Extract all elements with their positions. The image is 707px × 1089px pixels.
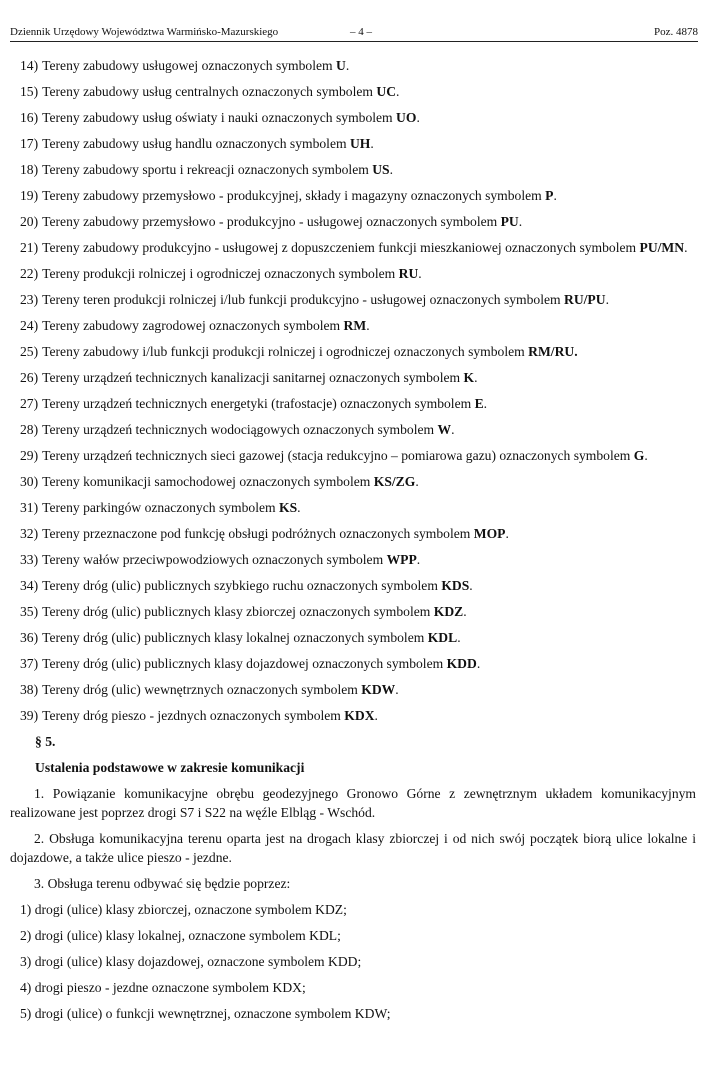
- list-item-text: Tereny zabudowy produkcyjno - usługowej z dopuszczeniem funkcji mieszkaniowej oznaczonych symbolem: [42, 240, 637, 255]
- list-item-content: [20, 578, 473, 593]
- list-item-symbol: MOP: [473, 526, 506, 541]
- land-use-list: [0, 56, 707, 725]
- page-number: – 4 –: [350, 26, 372, 38]
- list-item-number: 36): [20, 630, 39, 645]
- list-item-text: Tereny zabudowy zagrodowej oznaczonych symbolem: [42, 318, 341, 333]
- list-item-content: [20, 526, 509, 541]
- list-item-content: [20, 292, 609, 307]
- list-item-symbol: K: [463, 370, 475, 385]
- list-item-content: [20, 370, 478, 385]
- list-item-number: 31): [20, 500, 39, 515]
- list-item-end: .: [374, 708, 378, 723]
- list-item-end: .: [345, 58, 350, 73]
- list-item-symbol: W: [437, 422, 452, 437]
- list-item: [0, 108, 707, 127]
- list-item: [0, 550, 707, 569]
- document-body: [0, 56, 707, 1030]
- list-item-number: 15): [20, 84, 39, 99]
- list-item-number: 35): [20, 604, 39, 619]
- list-item-number: 20): [20, 214, 39, 229]
- list-item: [0, 706, 707, 725]
- road-list-item: 3) drogi (ulice) klasy dojazdowej, oznaczone symbolem KDD;: [20, 954, 362, 969]
- list-item: [0, 342, 707, 361]
- list-item-symbol: UH: [349, 136, 371, 151]
- section-mark: § 5.: [35, 734, 56, 749]
- list-item: [0, 498, 707, 517]
- list-item-text: Tereny wałów przeciwpowodziowych oznaczonych symbolem: [42, 552, 384, 567]
- list-item: [0, 420, 707, 439]
- list-item-content: [20, 446, 696, 465]
- list-item-number: 37): [20, 656, 39, 671]
- list-item-content: [20, 604, 467, 619]
- road-list-item: 2) drogi (ulice) klasy lokalnej, oznaczone symbolem KDL;: [20, 928, 341, 943]
- list-item-text: Tereny zabudowy usług oświaty i nauki oznaczonych symbolem: [42, 110, 393, 125]
- list-item: [0, 654, 707, 673]
- list-item-text: Tereny parkingów oznaczonych symbolem: [42, 500, 276, 515]
- list-item-content: [20, 110, 420, 125]
- list-item-content: [20, 474, 419, 489]
- list-item-content: [20, 500, 301, 515]
- list-item-number: 22): [20, 266, 39, 281]
- list-item-text: Tereny produkcji rolniczej i ogrodniczej oznaczonych symbolem: [42, 266, 396, 281]
- list-item: [0, 56, 707, 75]
- list-item-text: Tereny urządzeń technicznych wodociągowych oznaczonych symbolem: [42, 422, 435, 437]
- list-item: [0, 680, 707, 699]
- list-item-number: 33): [20, 552, 39, 567]
- list-item-end: .: [553, 188, 557, 203]
- position-number: Poz. 4878: [654, 26, 698, 38]
- list-item: [0, 134, 707, 153]
- list-item-symbol: RM: [343, 318, 367, 333]
- list-item-content: [20, 136, 374, 151]
- paragraph-1: 1. Powiązanie komunikacyjne obrębu geodezyjnego Gronowo Górne z zewnętrznym układem komunikacyjnym realizowane jest poprzez drogi S7 i S22 na węźle Elbląg - Wschód.: [10, 786, 696, 820]
- header-rule: [10, 41, 698, 42]
- list-item-content: [20, 238, 696, 257]
- list-item-text: Tereny zabudowy sportu i rekreacji oznaczonych symbolem: [42, 162, 369, 177]
- list-item-end: .: [505, 526, 509, 541]
- list-item: [0, 472, 707, 491]
- list-item-symbol: UO: [396, 110, 417, 125]
- list-item-number: 23): [20, 292, 39, 307]
- list-item-symbol: RM/RU.: [528, 344, 578, 359]
- list-item-content: [20, 58, 349, 73]
- list-item-text: Tereny teren produkcji rolniczej i/lub funkcji produkcyjno - usługowej oznaczonych symbolem: [42, 292, 561, 307]
- journal-title: Dziennik Urzędowy Województwa Warmińsko-Mazurskiego: [10, 26, 279, 38]
- list-item-end: .: [684, 240, 688, 255]
- list-item: [0, 186, 707, 205]
- list-item-end: .: [457, 630, 461, 645]
- road-list-item: 5) drogi (ulice) o funkcji wewnętrznej, oznaczone symbolem KDW;: [20, 1006, 391, 1021]
- list-item-symbol: KDS: [441, 578, 470, 593]
- list-item-end: .: [476, 656, 481, 671]
- list-item-symbol: G: [633, 448, 645, 463]
- list-item-end: .: [396, 84, 400, 99]
- road-list-item: 4) drogi pieszo - jezdne oznaczone symbolem KDX;: [20, 980, 306, 995]
- list-item-text: Tereny dróg (ulic) publicznych klasy lokalnej oznaczonych symbolem: [42, 630, 425, 645]
- list-item-end: .: [463, 604, 467, 619]
- list-item-text: Tereny dróg pieszo - jezdnych oznaczonych symbolem: [42, 708, 341, 723]
- list-item-number: 32): [20, 526, 39, 541]
- list-item: [0, 290, 707, 309]
- list-item-content: [20, 656, 480, 671]
- list-item-symbol: KS: [279, 500, 298, 515]
- list-item: [0, 602, 707, 621]
- list-item: [0, 160, 707, 179]
- list-item-content: [20, 162, 393, 177]
- list-item-end: .: [418, 266, 422, 281]
- list-item-symbol: U: [336, 58, 346, 73]
- list-item-content: [20, 630, 461, 645]
- list-item-text: Tereny dróg (ulic) publicznych klasy dojazdowej oznaczonych symbolem: [42, 656, 444, 671]
- list-item-number: 34): [20, 578, 39, 593]
- list-item-content: [20, 84, 399, 99]
- list-item: [0, 212, 707, 231]
- list-item: [0, 368, 707, 387]
- list-item-symbol: PU/MN: [639, 240, 685, 255]
- list-item-text: Tereny zabudowy przemysłowo - produkcyjnej, składy i magazyny oznaczonych symbolem: [42, 188, 542, 203]
- list-item-number: 27): [20, 396, 39, 411]
- list-item-symbol: P: [545, 188, 554, 203]
- list-item-number: 21): [20, 240, 39, 255]
- list-item-text: Tereny dróg (ulic) publicznych klasy zbiorczej oznaczonych symbolem: [42, 604, 431, 619]
- list-item: [0, 576, 707, 595]
- list-item-content: [20, 214, 522, 229]
- list-item-number: 28): [20, 422, 39, 437]
- list-item-symbol: E: [474, 396, 484, 411]
- list-item-number: 18): [20, 162, 39, 177]
- list-item-end: .: [605, 292, 609, 307]
- section-heading: Ustalenia podstawowe w zakresie komunikacji: [35, 760, 305, 775]
- list-item-number: 17): [20, 136, 39, 151]
- list-item-number: 29): [20, 448, 39, 463]
- list-item-number: 19): [20, 188, 39, 203]
- list-item-text: Tereny zabudowy przemysłowo - produkcyjno - usługowej oznaczonych symbolem: [42, 214, 498, 229]
- list-item-text: Tereny dróg (ulic) publicznych szybkiego ruchu oznaczonych symbolem: [42, 578, 438, 593]
- list-item-content: [20, 422, 455, 437]
- paragraph-2: 2. Obsługa komunikacyjna terenu oparta jest na drogach klasy zbiorczej i od nich swój początek biorą ulice lokalne i dojazdowe, a także ulice pieszo - jezdne.: [10, 831, 696, 865]
- list-item-end: .: [395, 682, 399, 697]
- list-item-symbol: RU: [398, 266, 419, 281]
- list-item-symbol: KDX: [344, 708, 375, 723]
- list-item-symbol: US: [372, 162, 390, 177]
- list-item-number: 30): [20, 474, 39, 489]
- list-item: [0, 82, 707, 101]
- list-item-number: 14): [20, 58, 39, 73]
- list-item-symbol: KS/ZG: [373, 474, 416, 489]
- list-item-end: .: [469, 578, 473, 593]
- list-item-symbol: PU: [500, 214, 519, 229]
- list-item-end: .: [415, 474, 419, 489]
- list-item-text: Tereny komunikacji samochodowej oznaczonych symbolem: [42, 474, 371, 489]
- list-item-text: Tereny urządzeń technicznych energetyki (trafostacje) oznaczonych symbolem: [42, 396, 472, 411]
- list-item-end: .: [416, 552, 421, 567]
- list-item-text: Tereny urządzeń technicznych kanalizacji sanitarnej oznaczonych symbolem: [42, 370, 461, 385]
- list-item-content: [20, 188, 557, 203]
- list-item-text: Tereny zabudowy usług handlu oznaczonych symbolem: [42, 136, 347, 151]
- list-item-number: 26): [20, 370, 39, 385]
- list-item-end: .: [474, 370, 478, 385]
- list-item: [0, 524, 707, 543]
- list-item: [0, 316, 707, 335]
- list-item-number: 39): [20, 708, 39, 723]
- list-item-end: .: [416, 110, 420, 125]
- list-item-end: .: [366, 318, 370, 333]
- list-item-end: .: [518, 214, 523, 229]
- list-item-symbol: WPP: [386, 552, 417, 567]
- list-item-content: [20, 344, 578, 359]
- list-item-symbol: KDL: [427, 630, 458, 645]
- paragraph-3: 3. Obsługa terenu odbywać się będzie poprzez:: [34, 876, 291, 891]
- list-item-text: Tereny przeznaczone pod funkcję obsługi podróżnych oznaczonych symbolem: [42, 526, 471, 541]
- list-item-symbol: KDZ: [433, 604, 464, 619]
- list-item-text: Tereny zabudowy usług centralnych oznaczonych symbolem: [42, 84, 373, 99]
- list-item-content: [20, 708, 378, 723]
- list-item-number: 16): [20, 110, 39, 125]
- list-item-content: [20, 396, 487, 411]
- list-item: [0, 628, 707, 647]
- list-item-number: 38): [20, 682, 39, 697]
- list-item: [0, 264, 707, 283]
- list-item: [0, 394, 707, 413]
- list-item: [0, 446, 707, 465]
- list-item-content: [20, 682, 399, 697]
- list-item: [0, 238, 707, 257]
- list-item-text: Tereny dróg (ulic) wewnętrznych oznaczonych symbolem: [42, 682, 358, 697]
- road-list-item: 1) drogi (ulice) klasy zbiorczej, oznaczone symbolem KDZ;: [20, 902, 347, 917]
- list-item-text: Tereny urządzeń technicznych sieci gazowej (stacja redukcyjno – pomiarowa gazu) oznaczonych symbolem: [42, 448, 631, 463]
- page-header: [10, 24, 698, 40]
- list-item-number: 24): [20, 318, 39, 333]
- list-item-content: [20, 318, 370, 333]
- list-item-end: .: [483, 396, 488, 411]
- list-item-content: [20, 552, 420, 567]
- list-item-text: Tereny zabudowy i/lub funkcji produkcji rolniczej i ogrodniczej oznaczonych symbolem: [42, 344, 525, 359]
- list-item-symbol: KDW: [361, 682, 396, 697]
- list-item-end: .: [451, 422, 455, 437]
- list-item-end: .: [644, 448, 648, 463]
- list-item-text: Tereny zabudowy usługowej oznaczonych symbolem: [42, 58, 333, 73]
- list-item-end: .: [297, 500, 301, 515]
- list-item-symbol: KDD: [446, 656, 477, 671]
- list-item-content: [20, 266, 422, 281]
- list-item-end: .: [370, 136, 374, 151]
- list-item-end: .: [389, 162, 394, 177]
- list-item-symbol: UC: [376, 84, 397, 99]
- list-item-number: 25): [20, 344, 39, 359]
- list-item-symbol: RU/PU: [564, 292, 606, 307]
